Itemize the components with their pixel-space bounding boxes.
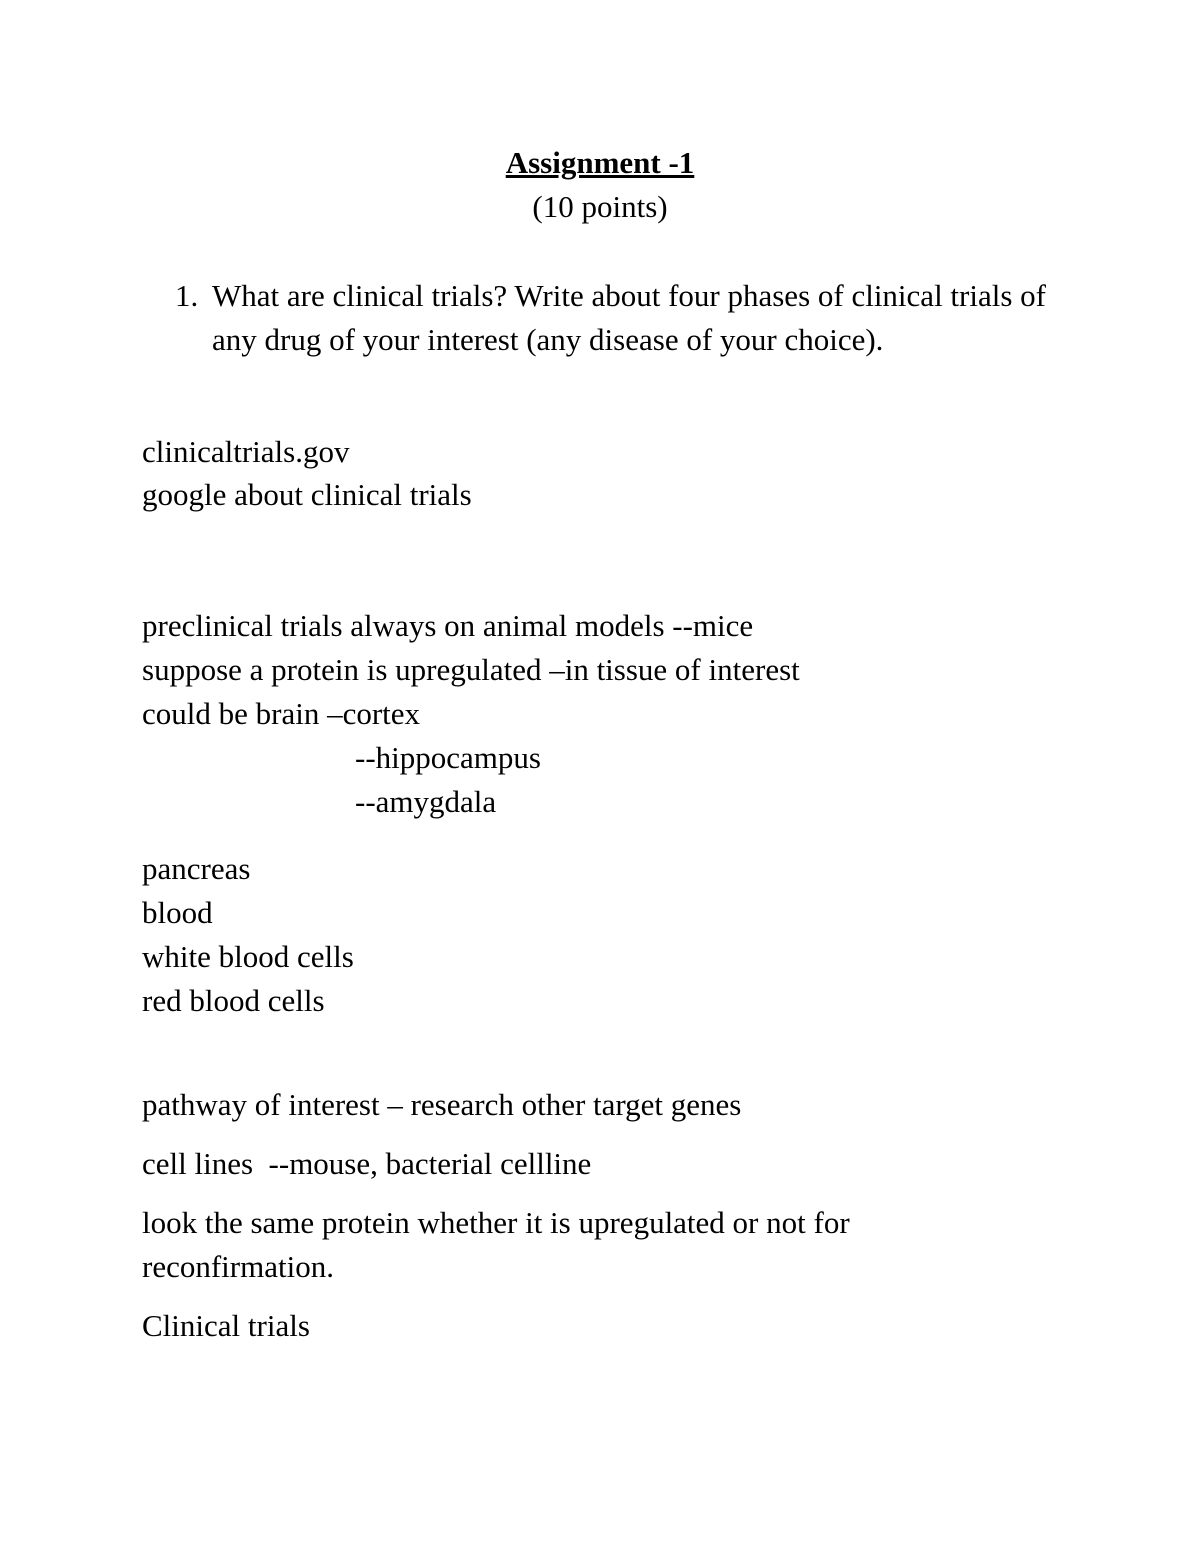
- note-line-pathway: pathway of interest – research other target genes: [142, 1087, 742, 1122]
- note-line-preclinical-2: suppose a protein is upregulated –in tissue of interest: [142, 652, 800, 687]
- note-line-link-1: clinicaltrials.gov: [142, 434, 350, 469]
- note-line-closing: Clinical trials: [142, 1308, 310, 1343]
- note-line-tissue-3: white blood cells: [142, 939, 354, 974]
- note-line-tissue-4: red blood cells: [142, 983, 325, 1018]
- note-line-tissue-2: blood: [142, 895, 213, 930]
- note-line-preclinical-1: preclinical trials always on animal models --mice: [142, 608, 754, 643]
- note-line-link-2: google about clinical trials: [142, 477, 472, 512]
- note-line-preclinical-3: could be brain –cortex: [142, 696, 421, 731]
- question-number: 1.: [175, 278, 199, 313]
- points-subtitle: (10 points): [532, 189, 668, 224]
- note-line-brain-region-2: --amygdala: [355, 784, 497, 819]
- note-line-brain-region-1: --hippocampus: [355, 740, 541, 775]
- note-line-reconfirm-2: reconfirmation.: [142, 1249, 334, 1284]
- note-line-cell-lines: cell lines --mouse, bacterial cellline: [142, 1146, 592, 1181]
- assignment-title: Assignment -1: [505, 145, 695, 180]
- note-line-reconfirm-1: look the same protein whether it is upregulated or not for: [142, 1205, 850, 1240]
- note-line-tissue-1: pancreas: [142, 851, 251, 886]
- question-text: What are clinical trials? Write about four phases of clinical trials of any drug of your interest (any disease of your choice).: [212, 278, 1046, 357]
